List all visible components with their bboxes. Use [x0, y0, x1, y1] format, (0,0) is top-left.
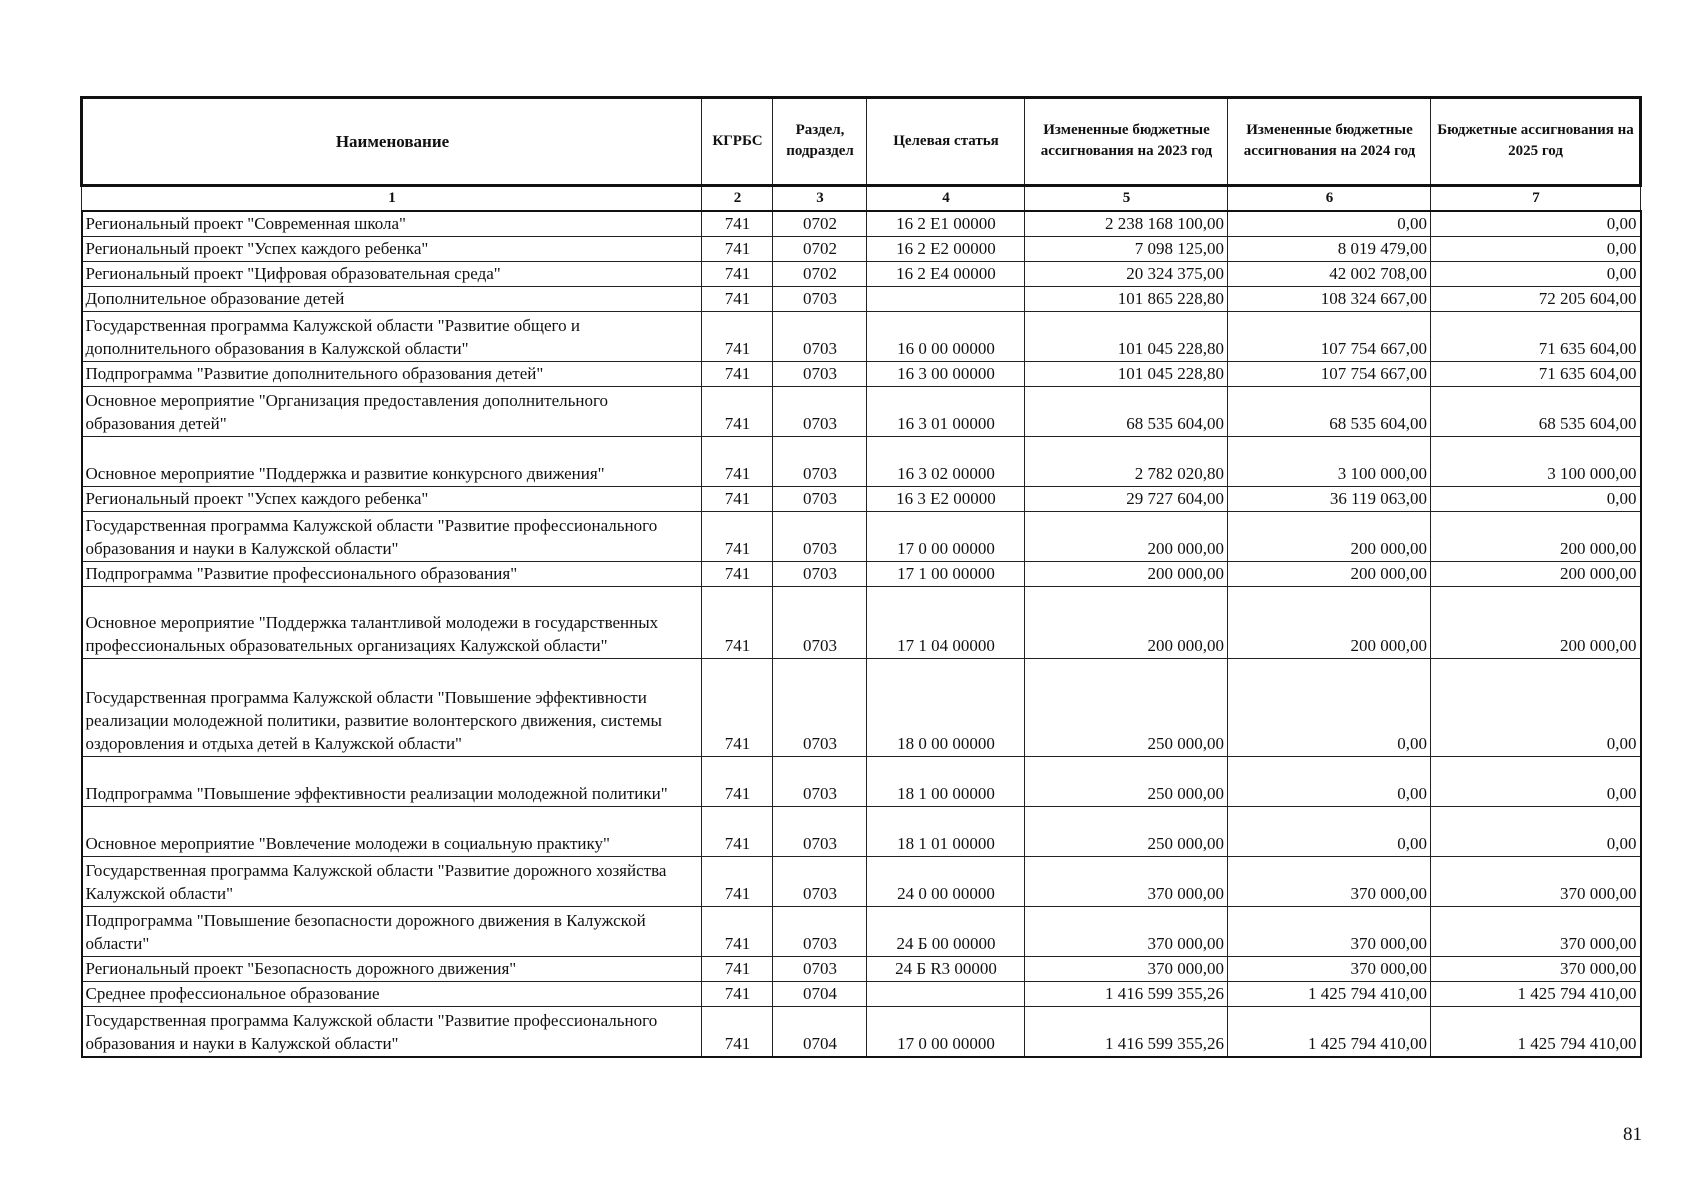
table-row [82, 362, 1641, 387]
row-value-2025: 0,00 [1431, 211, 1641, 237]
row-value-2024: 68 535 604,00 [1228, 387, 1431, 437]
row-section: 0703 [773, 512, 867, 562]
row-target-article: 16 2 Е1 00000 [867, 211, 1025, 237]
row-value-2025: 0,00 [1431, 757, 1641, 807]
row-kgrbs: 741 [702, 487, 773, 512]
header-2023: Измененные бюджетные ассигнования на 2023 год [1025, 98, 1228, 186]
row-value-2024: 370 000,00 [1228, 907, 1431, 957]
row-value-2025: 200 000,00 [1431, 587, 1641, 659]
row-value-2025: 71 635 604,00 [1431, 312, 1641, 362]
row-kgrbs: 741 [702, 437, 773, 487]
budget-table [80, 96, 1642, 1058]
row-kgrbs: 741 [702, 659, 773, 757]
row-value-2024: 36 119 063,00 [1228, 487, 1431, 512]
table-row [82, 659, 1641, 757]
row-value-2024: 107 754 667,00 [1228, 312, 1431, 362]
budget-document [80, 96, 1639, 1058]
table-row [82, 957, 1641, 982]
row-name: Подпрограмма "Повышение безопасности дорожного движения в Калужской области" [82, 907, 702, 957]
row-value-2024: 0,00 [1228, 659, 1431, 757]
row-name: Государственная программа Калужской области "Повышение эффективности реализации молодежной политики, развитие волонтерского движения, системы оздоровления и отдыха детей в Калужской области" [82, 659, 702, 757]
row-section: 0703 [773, 487, 867, 512]
row-name: Основное мероприятие "Вовлечение молодежи в социальную практику" [82, 807, 702, 857]
row-value-2025: 72 205 604,00 [1431, 287, 1641, 312]
row-value-2023: 370 000,00 [1025, 857, 1228, 907]
row-kgrbs: 741 [702, 512, 773, 562]
page-number: 81 [1623, 1124, 1642, 1145]
table-row [82, 857, 1641, 907]
header-section: Раздел, подраздел [773, 98, 867, 186]
row-kgrbs: 741 [702, 387, 773, 437]
row-target-article: 16 2 Е4 00000 [867, 262, 1025, 287]
row-section: 0703 [773, 957, 867, 982]
table-row [82, 807, 1641, 857]
header-kgrbs: КГРБС [702, 98, 773, 186]
row-value-2023: 7 098 125,00 [1025, 237, 1228, 262]
row-name: Основное мероприятие "Организация предоставления дополнительного образования детей" [82, 387, 702, 437]
row-section: 0703 [773, 387, 867, 437]
column-number: 5 [1025, 186, 1228, 212]
row-section: 0703 [773, 907, 867, 957]
row-value-2023: 200 000,00 [1025, 512, 1228, 562]
row-value-2023: 370 000,00 [1025, 957, 1228, 982]
column-number: 7 [1431, 186, 1641, 212]
table-row [82, 1007, 1641, 1057]
row-kgrbs: 741 [702, 562, 773, 587]
row-value-2023: 200 000,00 [1025, 562, 1228, 587]
row-section: 0703 [773, 587, 867, 659]
row-value-2023: 1 416 599 355,26 [1025, 1007, 1228, 1057]
row-name: Региональный проект "Успех каждого ребенка" [82, 237, 702, 262]
header-target-article: Целевая статья [867, 98, 1025, 186]
row-value-2025: 370 000,00 [1431, 957, 1641, 982]
header-2025: Бюджетные ассигнования на 2025 год [1431, 98, 1641, 186]
table-row [82, 211, 1641, 237]
row-kgrbs: 741 [702, 1007, 773, 1057]
row-value-2023: 2 238 168 100,00 [1025, 211, 1228, 237]
row-target-article: 24 Б R3 00000 [867, 957, 1025, 982]
row-target-article: 16 3 01 00000 [867, 387, 1025, 437]
row-target-article: 16 3 02 00000 [867, 437, 1025, 487]
row-value-2025: 3 100 000,00 [1431, 437, 1641, 487]
row-kgrbs: 741 [702, 237, 773, 262]
row-section: 0703 [773, 312, 867, 362]
row-value-2024: 1 425 794 410,00 [1228, 982, 1431, 1007]
row-name: Региональный проект "Современная школа" [82, 211, 702, 237]
row-target-article [867, 982, 1025, 1007]
row-value-2024: 8 019 479,00 [1228, 237, 1431, 262]
row-value-2025: 0,00 [1431, 807, 1641, 857]
row-value-2024: 0,00 [1228, 211, 1431, 237]
row-target-article [867, 287, 1025, 312]
row-name: Государственная программа Калужской области "Развитие общего и дополнительного образования в Калужской области" [82, 312, 702, 362]
row-kgrbs: 741 [702, 312, 773, 362]
row-value-2023: 250 000,00 [1025, 807, 1228, 857]
row-target-article: 17 1 00 00000 [867, 562, 1025, 587]
table-row [82, 587, 1641, 659]
row-name: Государственная программа Калужской области "Развитие профессионального образования и науки в Калужской области" [82, 512, 702, 562]
row-value-2023: 370 000,00 [1025, 907, 1228, 957]
row-value-2023: 101 045 228,80 [1025, 362, 1228, 387]
row-name: Государственная программа Калужской области "Развитие профессионального образования и науки в Калужской области" [82, 1007, 702, 1057]
row-kgrbs: 741 [702, 982, 773, 1007]
row-value-2023: 101 865 228,80 [1025, 287, 1228, 312]
row-value-2023: 1 416 599 355,26 [1025, 982, 1228, 1007]
row-name: Подпрограмма "Повышение эффективности реализации молодежной политики" [82, 757, 702, 807]
row-target-article: 16 3 00 00000 [867, 362, 1025, 387]
table-row [82, 262, 1641, 287]
row-name: Подпрограмма "Развитие профессионального образования" [82, 562, 702, 587]
row-name: Основное мероприятие "Поддержка талантливой молодежи в государственных профессиональных образовательных организациях Калужской области" [82, 587, 702, 659]
row-name: Подпрограмма "Развитие дополнительного образования детей" [82, 362, 702, 387]
row-section: 0704 [773, 1007, 867, 1057]
row-value-2024: 1 425 794 410,00 [1228, 1007, 1431, 1057]
row-value-2023: 68 535 604,00 [1025, 387, 1228, 437]
row-name: Среднее профессиональное образование [82, 982, 702, 1007]
row-value-2023: 250 000,00 [1025, 757, 1228, 807]
row-kgrbs: 741 [702, 211, 773, 237]
table-body [82, 211, 1641, 1057]
row-value-2025: 71 635 604,00 [1431, 362, 1641, 387]
row-value-2025: 0,00 [1431, 487, 1641, 512]
row-kgrbs: 741 [702, 262, 773, 287]
row-name: Региональный проект "Успех каждого ребенка" [82, 487, 702, 512]
row-target-article: 18 0 00 00000 [867, 659, 1025, 757]
row-kgrbs: 741 [702, 587, 773, 659]
header-name: Наименование [82, 98, 702, 186]
row-value-2024: 0,00 [1228, 807, 1431, 857]
row-section: 0703 [773, 659, 867, 757]
row-target-article: 24 0 00 00000 [867, 857, 1025, 907]
row-value-2025: 0,00 [1431, 659, 1641, 757]
row-value-2025: 1 425 794 410,00 [1431, 982, 1641, 1007]
row-value-2024: 108 324 667,00 [1228, 287, 1431, 312]
row-value-2025: 1 425 794 410,00 [1431, 1007, 1641, 1057]
row-kgrbs: 741 [702, 807, 773, 857]
row-section: 0702 [773, 211, 867, 237]
column-number: 2 [702, 186, 773, 212]
row-kgrbs: 741 [702, 362, 773, 387]
row-section: 0703 [773, 437, 867, 487]
column-number: 1 [82, 186, 702, 212]
row-target-article: 18 1 00 00000 [867, 757, 1025, 807]
row-value-2025: 200 000,00 [1431, 512, 1641, 562]
table-row [82, 287, 1641, 312]
row-kgrbs: 741 [702, 287, 773, 312]
row-name: Государственная программа Калужской области "Развитие дорожного хозяйства Калужской области" [82, 857, 702, 907]
row-name: Региональный проект "Безопасность дорожного движения" [82, 957, 702, 982]
table-row [82, 437, 1641, 487]
column-number: 4 [867, 186, 1025, 212]
table-row [82, 312, 1641, 362]
row-name: Основное мероприятие "Поддержка и развитие конкурсного движения" [82, 437, 702, 487]
table-row [82, 982, 1641, 1007]
row-section: 0703 [773, 857, 867, 907]
row-section: 0703 [773, 362, 867, 387]
row-name: Региональный проект "Цифровая образовательная среда" [82, 262, 702, 287]
table-row [82, 907, 1641, 957]
row-value-2024: 3 100 000,00 [1228, 437, 1431, 487]
row-section: 0703 [773, 562, 867, 587]
row-target-article: 16 2 Е2 00000 [867, 237, 1025, 262]
row-kgrbs: 741 [702, 757, 773, 807]
row-target-article: 18 1 01 00000 [867, 807, 1025, 857]
row-value-2025: 370 000,00 [1431, 907, 1641, 957]
row-value-2023: 20 324 375,00 [1025, 262, 1228, 287]
column-number: 6 [1228, 186, 1431, 212]
row-target-article: 17 0 00 00000 [867, 1007, 1025, 1057]
row-kgrbs: 741 [702, 857, 773, 907]
row-value-2024: 200 000,00 [1228, 587, 1431, 659]
table-header-row [82, 98, 1641, 186]
row-kgrbs: 741 [702, 957, 773, 982]
row-value-2024: 370 000,00 [1228, 957, 1431, 982]
row-value-2025: 0,00 [1431, 262, 1641, 287]
row-value-2024: 0,00 [1228, 757, 1431, 807]
column-number-row [82, 186, 1641, 212]
row-value-2024: 370 000,00 [1228, 857, 1431, 907]
row-section: 0703 [773, 807, 867, 857]
row-target-article: 24 Б 00 00000 [867, 907, 1025, 957]
row-value-2023: 2 782 020,80 [1025, 437, 1228, 487]
table-row [82, 512, 1641, 562]
row-value-2023: 101 045 228,80 [1025, 312, 1228, 362]
table-row [82, 237, 1641, 262]
table-row [82, 757, 1641, 807]
row-value-2024: 200 000,00 [1228, 562, 1431, 587]
row-section: 0702 [773, 262, 867, 287]
row-kgrbs: 741 [702, 907, 773, 957]
row-value-2023: 250 000,00 [1025, 659, 1228, 757]
row-target-article: 17 0 00 00000 [867, 512, 1025, 562]
row-section: 0703 [773, 287, 867, 312]
row-value-2024: 200 000,00 [1228, 512, 1431, 562]
row-target-article: 16 3 Е2 00000 [867, 487, 1025, 512]
row-value-2025: 370 000,00 [1431, 857, 1641, 907]
row-value-2025: 68 535 604,00 [1431, 387, 1641, 437]
row-value-2025: 0,00 [1431, 237, 1641, 262]
header-2024: Измененные бюджетные ассигнования на 2024 год [1228, 98, 1431, 186]
row-name: Дополнительное образование детей [82, 287, 702, 312]
row-value-2025: 200 000,00 [1431, 562, 1641, 587]
row-value-2023: 29 727 604,00 [1025, 487, 1228, 512]
table-row [82, 387, 1641, 437]
row-value-2024: 42 002 708,00 [1228, 262, 1431, 287]
row-section: 0702 [773, 237, 867, 262]
table-row [82, 562, 1641, 587]
row-value-2023: 200 000,00 [1025, 587, 1228, 659]
column-number: 3 [773, 186, 867, 212]
row-value-2024: 107 754 667,00 [1228, 362, 1431, 387]
row-target-article: 17 1 04 00000 [867, 587, 1025, 659]
table-row [82, 487, 1641, 512]
row-section: 0704 [773, 982, 867, 1007]
row-target-article: 16 0 00 00000 [867, 312, 1025, 362]
row-section: 0703 [773, 757, 867, 807]
